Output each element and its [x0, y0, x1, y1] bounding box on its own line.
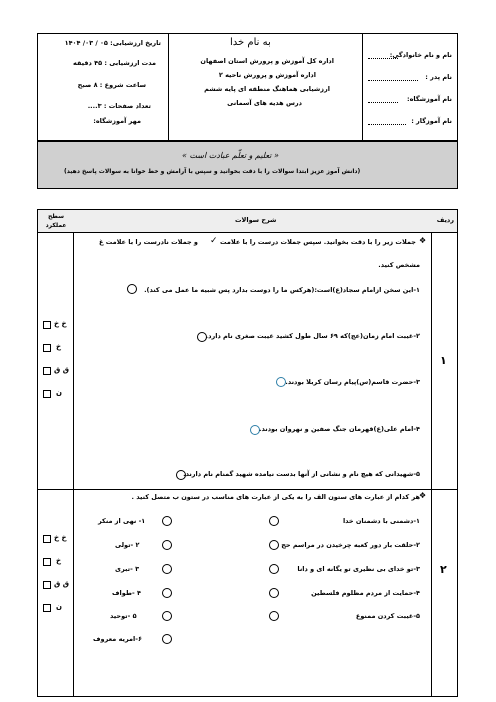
label-school-name: نام آموزشگاه:: [406, 95, 452, 103]
q2-col-b-item2: ۲ -تولی: [115, 541, 140, 549]
q2-col-a-item1: ۱-دشمنی با دشمنان خدا: [342, 517, 420, 525]
header-divider-right: [362, 33, 363, 141]
q1-item1: ۱-این سخن ازامام سجاد(ع)است:(هرکس ما را دوست بدارد پس شبیه ما عمل می کند).: [144, 286, 420, 294]
field-father-name[interactable]: [368, 80, 418, 81]
bismillah: به نام خدا: [230, 37, 271, 48]
q1-level-checkbox-1[interactable]: [43, 321, 51, 329]
exam-start-time: ساعت شروع : ۸ صبح: [77, 81, 146, 89]
q2-intro: هر کدام از عبارت های ستون الف را به یکی از عبارت های مناسب در ستون ب متصل کنید .: [131, 493, 420, 501]
q2-col-a-item5: ۵-غیبت کردن ممنوع: [355, 612, 420, 620]
q1-level-checkbox-3[interactable]: [43, 367, 51, 375]
org-line-1: اداره کل آموزش و پرورش استان اصفهان: [200, 57, 334, 65]
q2-level-label-3: ق ق: [54, 580, 69, 588]
q2-level-checkbox-4[interactable]: [43, 604, 51, 612]
questions-table: [37, 209, 458, 697]
q1-level-label-4: ن: [56, 389, 62, 397]
q2-col-b-item5: ۵ -توحید: [110, 612, 137, 620]
org-line-4: درس هدیه های آسمانی: [227, 99, 302, 107]
q2-col-a-item3: ۳-تو خدای بی نظیری تو یگانه ای و دانا: [297, 565, 420, 573]
exam-page-count: تعداد صفحات : ۳....: [87, 102, 151, 110]
q1-level-label-2: خ: [56, 343, 62, 351]
q2-col-b-item1: ۱- نهی از منکر: [98, 517, 146, 525]
field-full-name[interactable]: [368, 58, 398, 59]
q2-col-a-item5-circle[interactable]: [269, 611, 279, 621]
q2-col-b-item2-circle[interactable]: [162, 540, 172, 550]
exam-date: تاریخ ارزشیابی: ۰۵ / ۰۳/ ۱۴۰۴: [64, 39, 161, 47]
q2-col-b-item6-circle[interactable]: [162, 634, 172, 644]
q2-col-b-item4: ۴ -طواف: [112, 589, 141, 597]
col-header-level: سطح عملکرد: [45, 213, 67, 229]
q1-level-label-1: خ خ: [54, 320, 67, 328]
exam-duration: مدت ارزشیابی : ۴۵ دقیقه: [73, 59, 156, 67]
q1-item2: ۲-غیبت امام زمان(عج)که ۶۹ سال طول کشید غیبت صغری نام دارد.: [205, 332, 420, 340]
q1-number: ۱: [440, 354, 447, 367]
instruction-text: (دانش آموز عزیز ابتدا سوالات را با دقت بخوانید و سپس با آرامش و خط خوانا به سوالات پاسخ دهید): [64, 168, 361, 175]
school-seal-label: مهر آموزشگاه:: [93, 117, 141, 125]
q2-col-b-item3-circle[interactable]: [162, 564, 172, 574]
q2-col-a-item3-circle[interactable]: [269, 564, 279, 574]
label-teacher-name: نام آموزگار :: [411, 117, 452, 125]
q2-col-a-item4: ۴-حمایت از مردم مظلوم فلسطین: [311, 589, 420, 597]
q2-col-b-item5-circle[interactable]: [162, 611, 172, 621]
q2-col-a-item2-circle[interactable]: [269, 540, 279, 550]
q2-col-b-item6: ۶-امریه معروف: [93, 635, 142, 643]
q2-level-checkbox-1[interactable]: [43, 535, 51, 543]
q1-intro-line2: مشخص کنید.: [378, 261, 420, 269]
label-full-name: نام و نام خانوادگی:: [389, 51, 452, 59]
q1-check-icon: ✓: [210, 236, 218, 246]
q2-bullet-icon: ❖: [419, 491, 427, 500]
col-divider-level: [73, 209, 74, 697]
instruction-banner: [37, 141, 458, 189]
motto: « تعلیم و تعلّم عبادت است »: [182, 151, 279, 160]
q2-col-a-item4-circle[interactable]: [269, 588, 279, 598]
q2-col-b-item4-circle[interactable]: [162, 588, 172, 598]
q1-item1-answer-circle[interactable]: [127, 284, 137, 294]
q2-level-checkbox-2[interactable]: [43, 558, 51, 566]
col-divider-row: [431, 209, 432, 697]
label-father-name: نام پدر :: [425, 73, 452, 81]
q1-item5: ۵-شهیدانی که هیچ نام و نشانی از آنها بدست نیامده شهید گمنام نام دارند.: [183, 470, 420, 478]
q1-level-checkbox-2[interactable]: [43, 344, 51, 352]
q2-col-b-item3: ۳ -تبری: [115, 565, 140, 573]
q1-level-checkbox-4[interactable]: [43, 390, 51, 398]
q1-level-label-3: ق ق: [54, 366, 69, 374]
q2-number: ۲: [440, 563, 447, 576]
q2-col-a-item1-circle[interactable]: [269, 516, 279, 526]
q2-col-a-item2: ۲-حلقت بار دور کعبه چرخیدن در مراسم حج: [281, 541, 420, 549]
q1-intro-line1b: و جملات نادرست را با علامت غ: [99, 238, 198, 246]
header-divider-left: [168, 33, 169, 141]
q2-level-label-1: خ خ: [54, 534, 67, 542]
org-line-3: ارزشیابی هماهنگ منطقه ای پایه ششم: [204, 85, 330, 93]
q2-col-b-item1-circle[interactable]: [162, 516, 172, 526]
q2-level-label-2: خ: [56, 557, 62, 565]
q2-level-label-4: ن: [56, 603, 62, 611]
q1-item4: ۴-امام علی(ع)قهرمان جنگ صفین و نهروان بودند.: [259, 425, 420, 433]
q1-item3: ۳-حضرت قاسم(س)پیام رسان کربلا بودند.: [285, 378, 420, 386]
field-teacher-name[interactable]: [368, 124, 406, 125]
col-header-description: شرح سوالات: [235, 216, 277, 224]
q1-intro-line1: جملات زیر را با دقت بخوانید. سپس جملات درست را با علامت: [220, 238, 416, 246]
q2-level-checkbox-3[interactable]: [43, 581, 51, 589]
field-school-name[interactable]: [368, 102, 398, 103]
q1-q2-divider: [37, 489, 458, 490]
col-header-row: ردیف: [436, 216, 454, 224]
header-row-bottom: [37, 232, 458, 233]
org-line-2: اداره آموزش و پرورش ناحیه ۲: [218, 71, 316, 79]
q1-bullet-icon: ❖: [419, 236, 427, 245]
